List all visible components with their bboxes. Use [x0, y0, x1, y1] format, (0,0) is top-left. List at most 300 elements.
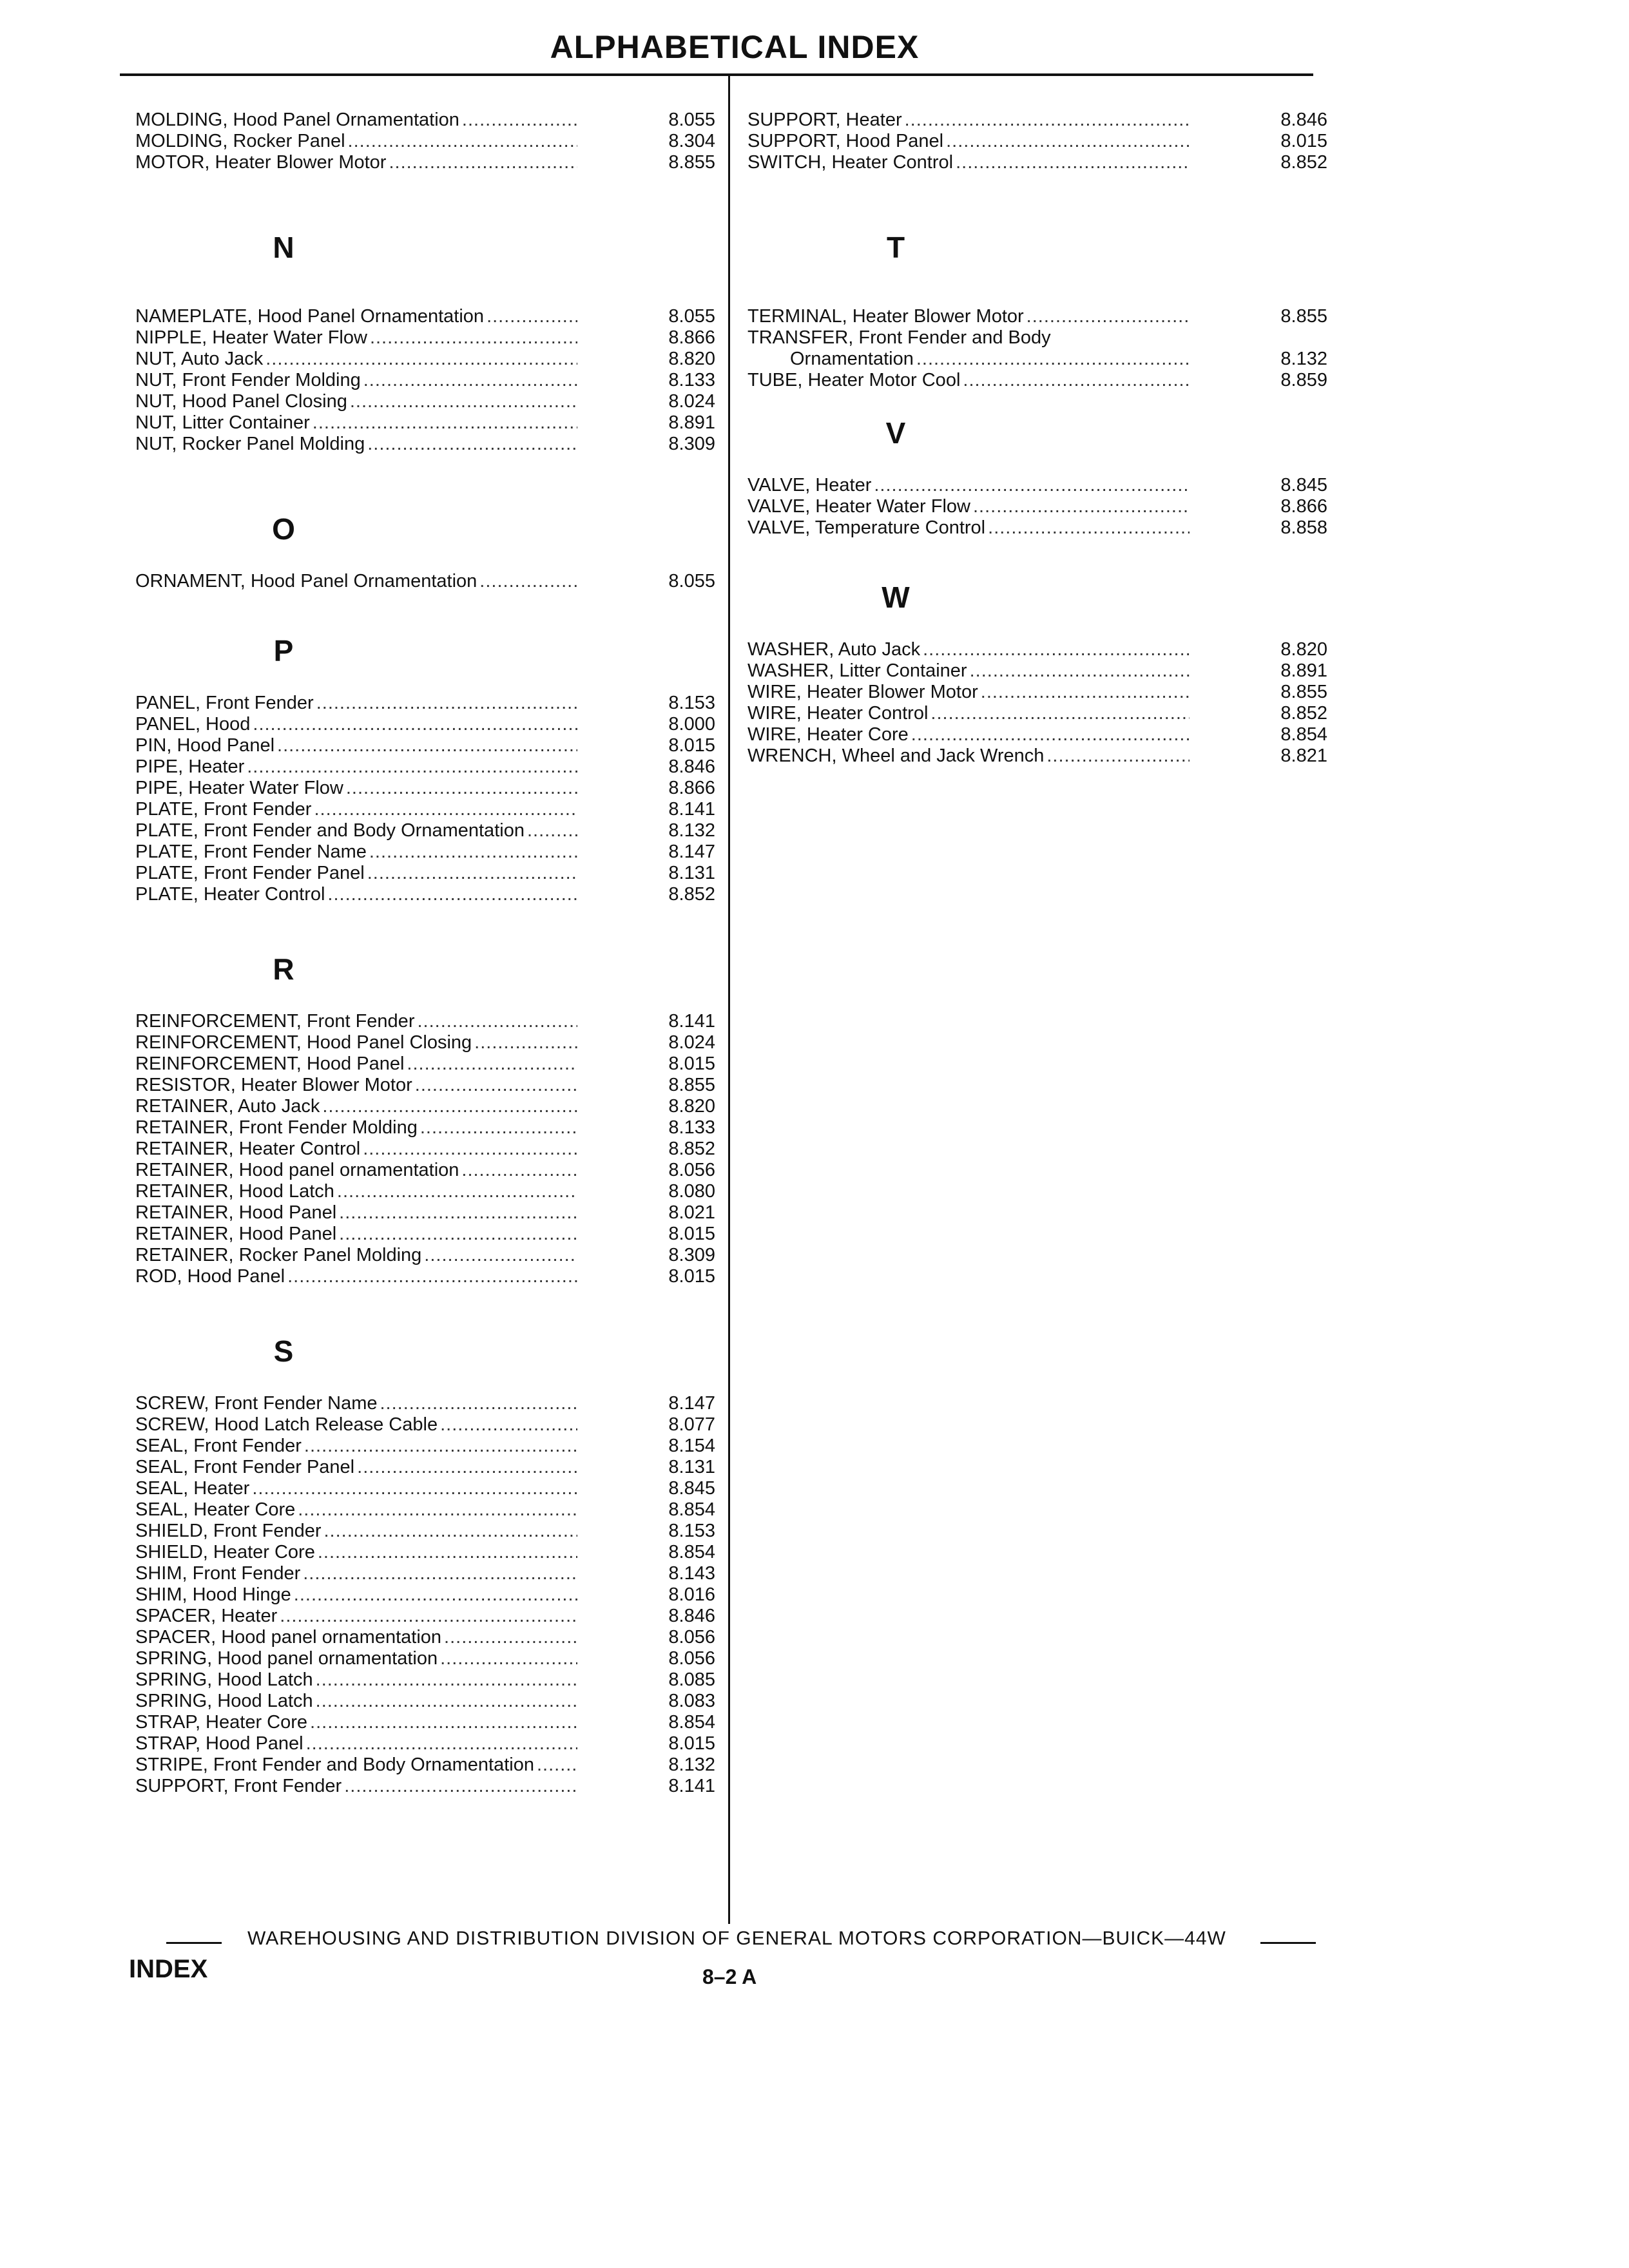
entry-page: 8.153: [668, 693, 715, 713]
index-entry: [135, 1478, 715, 1499]
entry-label: WRENCH, Wheel and Jack Wrench: [747, 745, 1045, 766]
dot-leader: [277, 735, 577, 756]
entry-page: 8.845: [668, 1478, 715, 1499]
entry-label: ROD, Hood Panel: [135, 1266, 285, 1287]
index-entry: [135, 1032, 715, 1053]
entry-page: 8.891: [668, 412, 715, 433]
index-entry: [135, 1096, 715, 1117]
footer-rule-right: [1260, 1942, 1316, 1944]
dot-leader: [324, 1521, 578, 1542]
entry-label: RESISTOR, Heater Blower Motor: [135, 1075, 412, 1095]
dot-leader: [316, 693, 577, 714]
dot-leader: [304, 1436, 577, 1457]
entry-label: NAMEPLATE, Hood Panel Ornamentation: [135, 306, 485, 327]
entry-page: 8.854: [1280, 724, 1327, 745]
dot-leader: [247, 756, 577, 778]
entry-label: VALVE, Temperature Control: [747, 517, 986, 538]
index-entry: [135, 1245, 715, 1266]
spacer: [747, 620, 1327, 639]
index-entry: [135, 884, 715, 905]
dot-leader: [461, 1160, 577, 1181]
entry-label: RETAINER, Hood Panel: [135, 1202, 337, 1223]
spacer: [747, 456, 1327, 475]
entry-label: PANEL, Front Fender: [135, 693, 314, 713]
entry-page: 8.141: [668, 799, 715, 820]
dot-leader: [417, 1011, 577, 1032]
index-entry: [135, 370, 715, 391]
entry-page: 8.056: [668, 1160, 715, 1180]
entry-label: PIPE, Heater: [135, 756, 245, 777]
dot-leader: [930, 703, 1190, 724]
index-entry: [747, 349, 1327, 370]
dot-leader: [916, 349, 1190, 370]
dot-leader: [369, 841, 577, 863]
entry-page: 8.132: [668, 1754, 715, 1775]
entry-page: 8.055: [668, 110, 715, 130]
entry-page: 8.143: [668, 1563, 715, 1584]
dot-leader: [322, 1096, 577, 1117]
page-title: ALPHABETICAL INDEX: [550, 29, 920, 65]
entry-page: 8.000: [668, 714, 715, 735]
index-entry: [747, 110, 1327, 131]
dot-leader: [946, 131, 1190, 152]
index-entry: [135, 349, 715, 370]
entry-page: 8.859: [1280, 370, 1327, 390]
entry-page: 8.154: [668, 1436, 715, 1456]
entry-page: 8.846: [668, 1606, 715, 1626]
entry-page: 8.147: [668, 841, 715, 862]
dot-leader: [303, 1563, 577, 1584]
dot-leader: [407, 1053, 577, 1075]
index-entry: [135, 1117, 715, 1139]
dot-leader: [424, 1245, 577, 1266]
entry-page: 8.015: [668, 1733, 715, 1754]
footer-rule-left: [166, 1942, 222, 1944]
entry-page: 8.866: [668, 778, 715, 798]
index-entry: [747, 724, 1327, 745]
spacer: [135, 270, 715, 306]
entry-page: 8.891: [1280, 660, 1327, 681]
dot-leader: [327, 884, 577, 905]
entry-page: 8.132: [668, 820, 715, 841]
entry-page: 8.133: [668, 370, 715, 390]
index-entry: [135, 434, 715, 455]
entry-label: SPRING, Hood Latch: [135, 1669, 313, 1690]
index-entry: [135, 1542, 715, 1563]
index-entry: [747, 660, 1327, 682]
entry-label: TRANSFER, Front Fender and Body: [747, 327, 1051, 348]
section-letter: O: [272, 512, 295, 546]
index-entry: [135, 1627, 715, 1648]
spacer: [135, 455, 715, 506]
dot-leader: [415, 1075, 577, 1096]
index-entry: [135, 1499, 715, 1521]
entry-page: 8.854: [668, 1499, 715, 1520]
entry-label: SUPPORT, Heater: [747, 110, 902, 130]
index-entry: [747, 327, 1327, 349]
entry-page: 8.852: [1280, 703, 1327, 724]
index-entry: [135, 714, 715, 735]
index-entry: [135, 306, 715, 327]
entry-label: WIRE, Heater Control: [747, 703, 929, 724]
entry-page: 8.015: [668, 1224, 715, 1244]
index-entry: [747, 745, 1327, 767]
entry-label: RETAINER, Hood Latch: [135, 1181, 334, 1202]
entry-label: SPACER, Heater: [135, 1606, 278, 1626]
entry-label: RETAINER, Front Fender Molding: [135, 1117, 418, 1138]
index-entry: [135, 1266, 715, 1287]
dot-leader: [363, 370, 577, 391]
dot-leader: [310, 1712, 577, 1733]
dot-leader: [313, 412, 577, 434]
dot-leader: [389, 152, 577, 173]
index-column-left: [135, 110, 715, 1797]
dot-leader: [298, 1499, 577, 1521]
section-letter: N: [273, 231, 294, 264]
spacer: [135, 173, 715, 225]
index-entry: [135, 1011, 715, 1032]
index-entry: [135, 778, 715, 799]
entry-page: 8.132: [1280, 349, 1327, 369]
dot-leader: [287, 1266, 577, 1287]
entry-page: 8.015: [668, 735, 715, 756]
index-entry: [135, 391, 715, 412]
entry-label: SHIM, Hood Hinge: [135, 1584, 291, 1605]
entry-label: NUT, Litter Container: [135, 412, 310, 433]
entry-page: 8.147: [668, 1393, 715, 1414]
spacer: [135, 905, 715, 947]
entry-label: SUPPORT, Hood Panel: [747, 131, 944, 151]
entry-page: 8.024: [668, 391, 715, 412]
entry-label: REINFORCEMENT, Front Fender: [135, 1011, 415, 1032]
dot-leader: [346, 778, 577, 799]
dot-leader: [988, 517, 1190, 539]
entry-label: PLATE, Front Fender and Body Ornamentation: [135, 820, 525, 841]
index-entry: [135, 1436, 715, 1457]
entry-label: Ornamentation: [790, 349, 914, 369]
index-entry: [135, 1606, 715, 1627]
dot-leader: [923, 639, 1190, 660]
entry-label: TUBE, Heater Motor Cool: [747, 370, 961, 390]
index-entry: [135, 693, 715, 714]
dot-leader: [363, 1139, 577, 1160]
entry-label: SEAL, Heater Core: [135, 1499, 296, 1520]
entry-page: 8.015: [668, 1266, 715, 1287]
entry-page: 8.085: [668, 1669, 715, 1690]
dot-leader: [339, 1224, 577, 1245]
entry-label: SPRING, Hood Latch: [135, 1691, 313, 1711]
dot-leader: [487, 306, 577, 327]
index-entry: [747, 306, 1327, 327]
dot-leader: [294, 1584, 577, 1606]
spacer: [747, 173, 1327, 225]
entry-label: STRAP, Hood Panel: [135, 1733, 304, 1754]
footer-division-text: WAREHOUSING AND DISTRIBUTION DIVISION OF GENERAL MOTORS CORPORATION—BUICK—44W: [247, 1928, 1226, 1949]
entry-label: PLATE, Front Fender Name: [135, 841, 367, 862]
index-entry: [747, 703, 1327, 724]
entry-page: 8.846: [1280, 110, 1327, 130]
dot-leader: [973, 496, 1190, 517]
entry-page: 8.852: [1280, 152, 1327, 173]
entry-label: SPACER, Hood panel ornamentation: [135, 1627, 442, 1648]
entry-page: 8.866: [668, 327, 715, 348]
dot-leader: [911, 724, 1190, 745]
entry-label: PIPE, Heater Water Flow: [135, 778, 343, 798]
entry-page: 8.866: [1280, 496, 1327, 517]
entry-label: REINFORCEMENT, Hood Panel: [135, 1053, 405, 1074]
section-letter: R: [273, 952, 294, 986]
entry-label: STRAP, Heater Core: [135, 1712, 308, 1733]
index-entry: [135, 1414, 715, 1436]
index-entry: [747, 517, 1327, 539]
index-entry: [135, 1224, 715, 1245]
entry-page: 8.077: [668, 1414, 715, 1435]
dot-leader: [253, 714, 577, 735]
index-entry: [135, 1584, 715, 1606]
dot-leader: [316, 1691, 577, 1712]
spacer: [135, 1374, 715, 1393]
index-entry: [135, 1669, 715, 1691]
entry-page: 8.846: [668, 756, 715, 777]
spacer: [747, 270, 1327, 306]
index-entry: [135, 841, 715, 863]
index-entry: [135, 131, 715, 152]
entry-page: 8.080: [668, 1181, 715, 1202]
entry-page: 8.056: [668, 1627, 715, 1648]
dot-leader: [479, 571, 577, 592]
index-entry: [135, 1563, 715, 1584]
spacer: [747, 391, 1327, 410]
spacer: [135, 992, 715, 1011]
index-entry: [135, 820, 715, 841]
entry-page: 8.304: [668, 131, 715, 151]
entry-page: 8.055: [668, 306, 715, 327]
entry-page: 8.820: [1280, 639, 1327, 660]
dot-leader: [537, 1754, 577, 1776]
entry-label: STRIPE, Front Fender and Body Ornamentation: [135, 1754, 534, 1775]
entry-label: WIRE, Heater Blower Motor: [747, 682, 978, 702]
spacer: [747, 539, 1327, 575]
entry-page: 8.820: [668, 349, 715, 369]
entry-label: NUT, Rocker Panel Molding: [135, 434, 365, 454]
dot-leader: [280, 1606, 577, 1627]
dot-leader: [316, 1669, 577, 1691]
entry-label: PANEL, Hood: [135, 714, 251, 735]
dot-leader: [1046, 745, 1190, 767]
dot-leader: [1027, 306, 1190, 327]
index-entry: [135, 1393, 715, 1414]
entry-label: PLATE, Front Fender: [135, 799, 312, 820]
spacer: [135, 1287, 715, 1329]
entry-page: 8.141: [668, 1011, 715, 1032]
dot-leader: [874, 475, 1190, 496]
entry-page: 8.309: [668, 434, 715, 454]
entry-page: 8.821: [1280, 745, 1327, 766]
entry-page: 8.820: [668, 1096, 715, 1117]
index-entry: [747, 370, 1327, 391]
entry-label: RETAINER, Heater Control: [135, 1139, 361, 1159]
dot-leader: [357, 1457, 577, 1478]
index-entry: [747, 496, 1327, 517]
entry-page: 8.133: [668, 1117, 715, 1138]
entry-label: SEAL, Front Fender Panel: [135, 1457, 355, 1477]
spacer: [135, 552, 715, 571]
dot-leader: [252, 1478, 577, 1499]
entry-label: NIPPLE, Heater Water Flow: [135, 327, 367, 348]
dot-leader: [440, 1648, 577, 1669]
entry-label: SHIELD, Heater Core: [135, 1542, 315, 1562]
index-entry: [135, 1521, 715, 1542]
index-entry: [135, 1754, 715, 1776]
spacer: [135, 592, 715, 628]
dot-leader: [380, 1393, 578, 1414]
entry-page: 8.015: [668, 1053, 715, 1074]
entry-label: WASHER, Litter Container: [747, 660, 967, 681]
index-entry: [135, 110, 715, 131]
index-entry: [135, 1712, 715, 1733]
entry-page: 8.056: [668, 1648, 715, 1669]
entry-label: RETAINER, Hood panel ornamentation: [135, 1160, 459, 1180]
dot-leader: [444, 1627, 577, 1648]
index-entry: [135, 735, 715, 756]
entry-label: ORNAMENT, Hood Panel Ornamentation: [135, 571, 477, 591]
index-entry: [747, 152, 1327, 173]
column-divider: [728, 75, 730, 1924]
entry-page: 8.855: [1280, 306, 1327, 327]
entry-label: TERMINAL, Heater Blower Motor: [747, 306, 1024, 327]
dot-leader: [474, 1032, 577, 1053]
section-letter: V: [885, 416, 906, 450]
entry-page: 8.015: [1280, 131, 1327, 151]
dot-leader: [963, 370, 1190, 391]
entry-label: SUPPORT, Front Fender: [135, 1776, 342, 1796]
entry-label: MOLDING, Hood Panel Ornamentation: [135, 110, 459, 130]
index-entry: [135, 1691, 715, 1712]
entry-label: RETAINER, Rocker Panel Molding: [135, 1245, 422, 1265]
entry-label: PLATE, Heater Control: [135, 884, 325, 905]
index-entry: [135, 1457, 715, 1478]
dot-leader: [367, 434, 577, 455]
dot-leader: [344, 1776, 577, 1797]
entry-label: VALVE, Heater: [747, 475, 872, 495]
entry-label: SCREW, Hood Latch Release Cable: [135, 1414, 438, 1435]
dot-leader: [970, 660, 1190, 682]
entry-page: 8.021: [668, 1202, 715, 1223]
entry-page: 8.852: [668, 884, 715, 905]
entry-page: 8.131: [668, 863, 715, 883]
dot-leader: [314, 799, 577, 820]
dot-leader: [306, 1733, 577, 1754]
dot-leader: [337, 1181, 577, 1202]
index-entry: [135, 1075, 715, 1096]
entry-label: RETAINER, Hood Panel: [135, 1224, 337, 1244]
entry-page: 8.024: [668, 1032, 715, 1053]
index-entry: [135, 799, 715, 820]
index-entry: [135, 1160, 715, 1181]
index-entry: [135, 863, 715, 884]
section-letter: W: [882, 581, 910, 614]
index-entry: [135, 1053, 715, 1075]
entry-page: 8.855: [668, 152, 715, 173]
entry-page: 8.854: [668, 1712, 715, 1733]
index-entry: [135, 1202, 715, 1224]
dot-leader: [339, 1202, 577, 1224]
entry-page: 8.845: [1280, 475, 1327, 495]
entry-label: SWITCH, Heater Control: [747, 152, 954, 173]
dot-leader: [265, 349, 577, 370]
entry-page: 8.131: [668, 1457, 715, 1477]
entry-page: 8.309: [668, 1245, 715, 1265]
index-entry: [747, 131, 1327, 152]
entry-label: WIRE, Heater Core: [747, 724, 909, 745]
dot-leader: [367, 863, 577, 884]
entry-page: 8.855: [1280, 682, 1327, 702]
index-entry: [747, 475, 1327, 496]
index-entry: [135, 152, 715, 173]
title-rule: [120, 73, 1313, 76]
dot-leader: [370, 327, 577, 349]
section-letter: S: [273, 1334, 294, 1368]
dot-leader: [956, 152, 1190, 173]
dot-leader: [527, 820, 577, 841]
entry-label: WASHER, Auto Jack: [747, 639, 921, 660]
index-entry: [135, 571, 715, 592]
entry-label: SHIM, Front Fender: [135, 1563, 301, 1584]
dot-leader: [318, 1542, 577, 1563]
footer-page-number: 8–2 A: [702, 1965, 757, 1988]
footer-section-label: INDEX: [129, 1955, 208, 1983]
section-letter: T: [886, 231, 905, 264]
dot-leader: [981, 682, 1190, 703]
entry-label: RETAINER, Auto Jack: [135, 1096, 320, 1117]
index-column-right: [747, 110, 1327, 767]
section-letter: P: [273, 634, 294, 668]
dot-leader: [420, 1117, 577, 1139]
index-entry: [747, 682, 1327, 703]
entry-label: MOTOR, Heater Blower Motor: [135, 152, 387, 173]
entry-page: 8.055: [668, 571, 715, 591]
index-entry: [135, 1733, 715, 1754]
entry-label: NUT, Front Fender Molding: [135, 370, 361, 390]
index-entry: [135, 327, 715, 349]
dot-leader: [905, 110, 1190, 131]
entry-label: REINFORCEMENT, Hood Panel Closing: [135, 1032, 472, 1053]
index-entry: [135, 1181, 715, 1202]
entry-page: 8.855: [668, 1075, 715, 1095]
index-entry: [135, 412, 715, 434]
dot-leader: [440, 1414, 577, 1436]
entry-label: SCREW, Front Fender Name: [135, 1393, 378, 1414]
index-entry: [135, 1139, 715, 1160]
entry-page: 8.016: [668, 1584, 715, 1605]
entry-label: VALVE, Heater Water Flow: [747, 496, 970, 517]
entry-label: PIN, Hood Panel: [135, 735, 275, 756]
entry-page: 8.083: [668, 1691, 715, 1711]
entry-label: SHIELD, Front Fender: [135, 1521, 322, 1541]
dot-leader: [350, 391, 577, 412]
entry-page: 8.153: [668, 1521, 715, 1541]
entry-label: PLATE, Front Fender Panel: [135, 863, 365, 883]
entry-page: 8.141: [668, 1776, 715, 1796]
entry-label: MOLDING, Rocker Panel: [135, 131, 345, 151]
dot-leader: [348, 131, 577, 152]
index-entry: [747, 639, 1327, 660]
dot-leader: [462, 110, 577, 131]
entry-label: SEAL, Front Fender: [135, 1436, 302, 1456]
spacer: [135, 673, 715, 693]
entry-label: SEAL, Heater: [135, 1478, 250, 1499]
index-entry: [135, 1648, 715, 1669]
